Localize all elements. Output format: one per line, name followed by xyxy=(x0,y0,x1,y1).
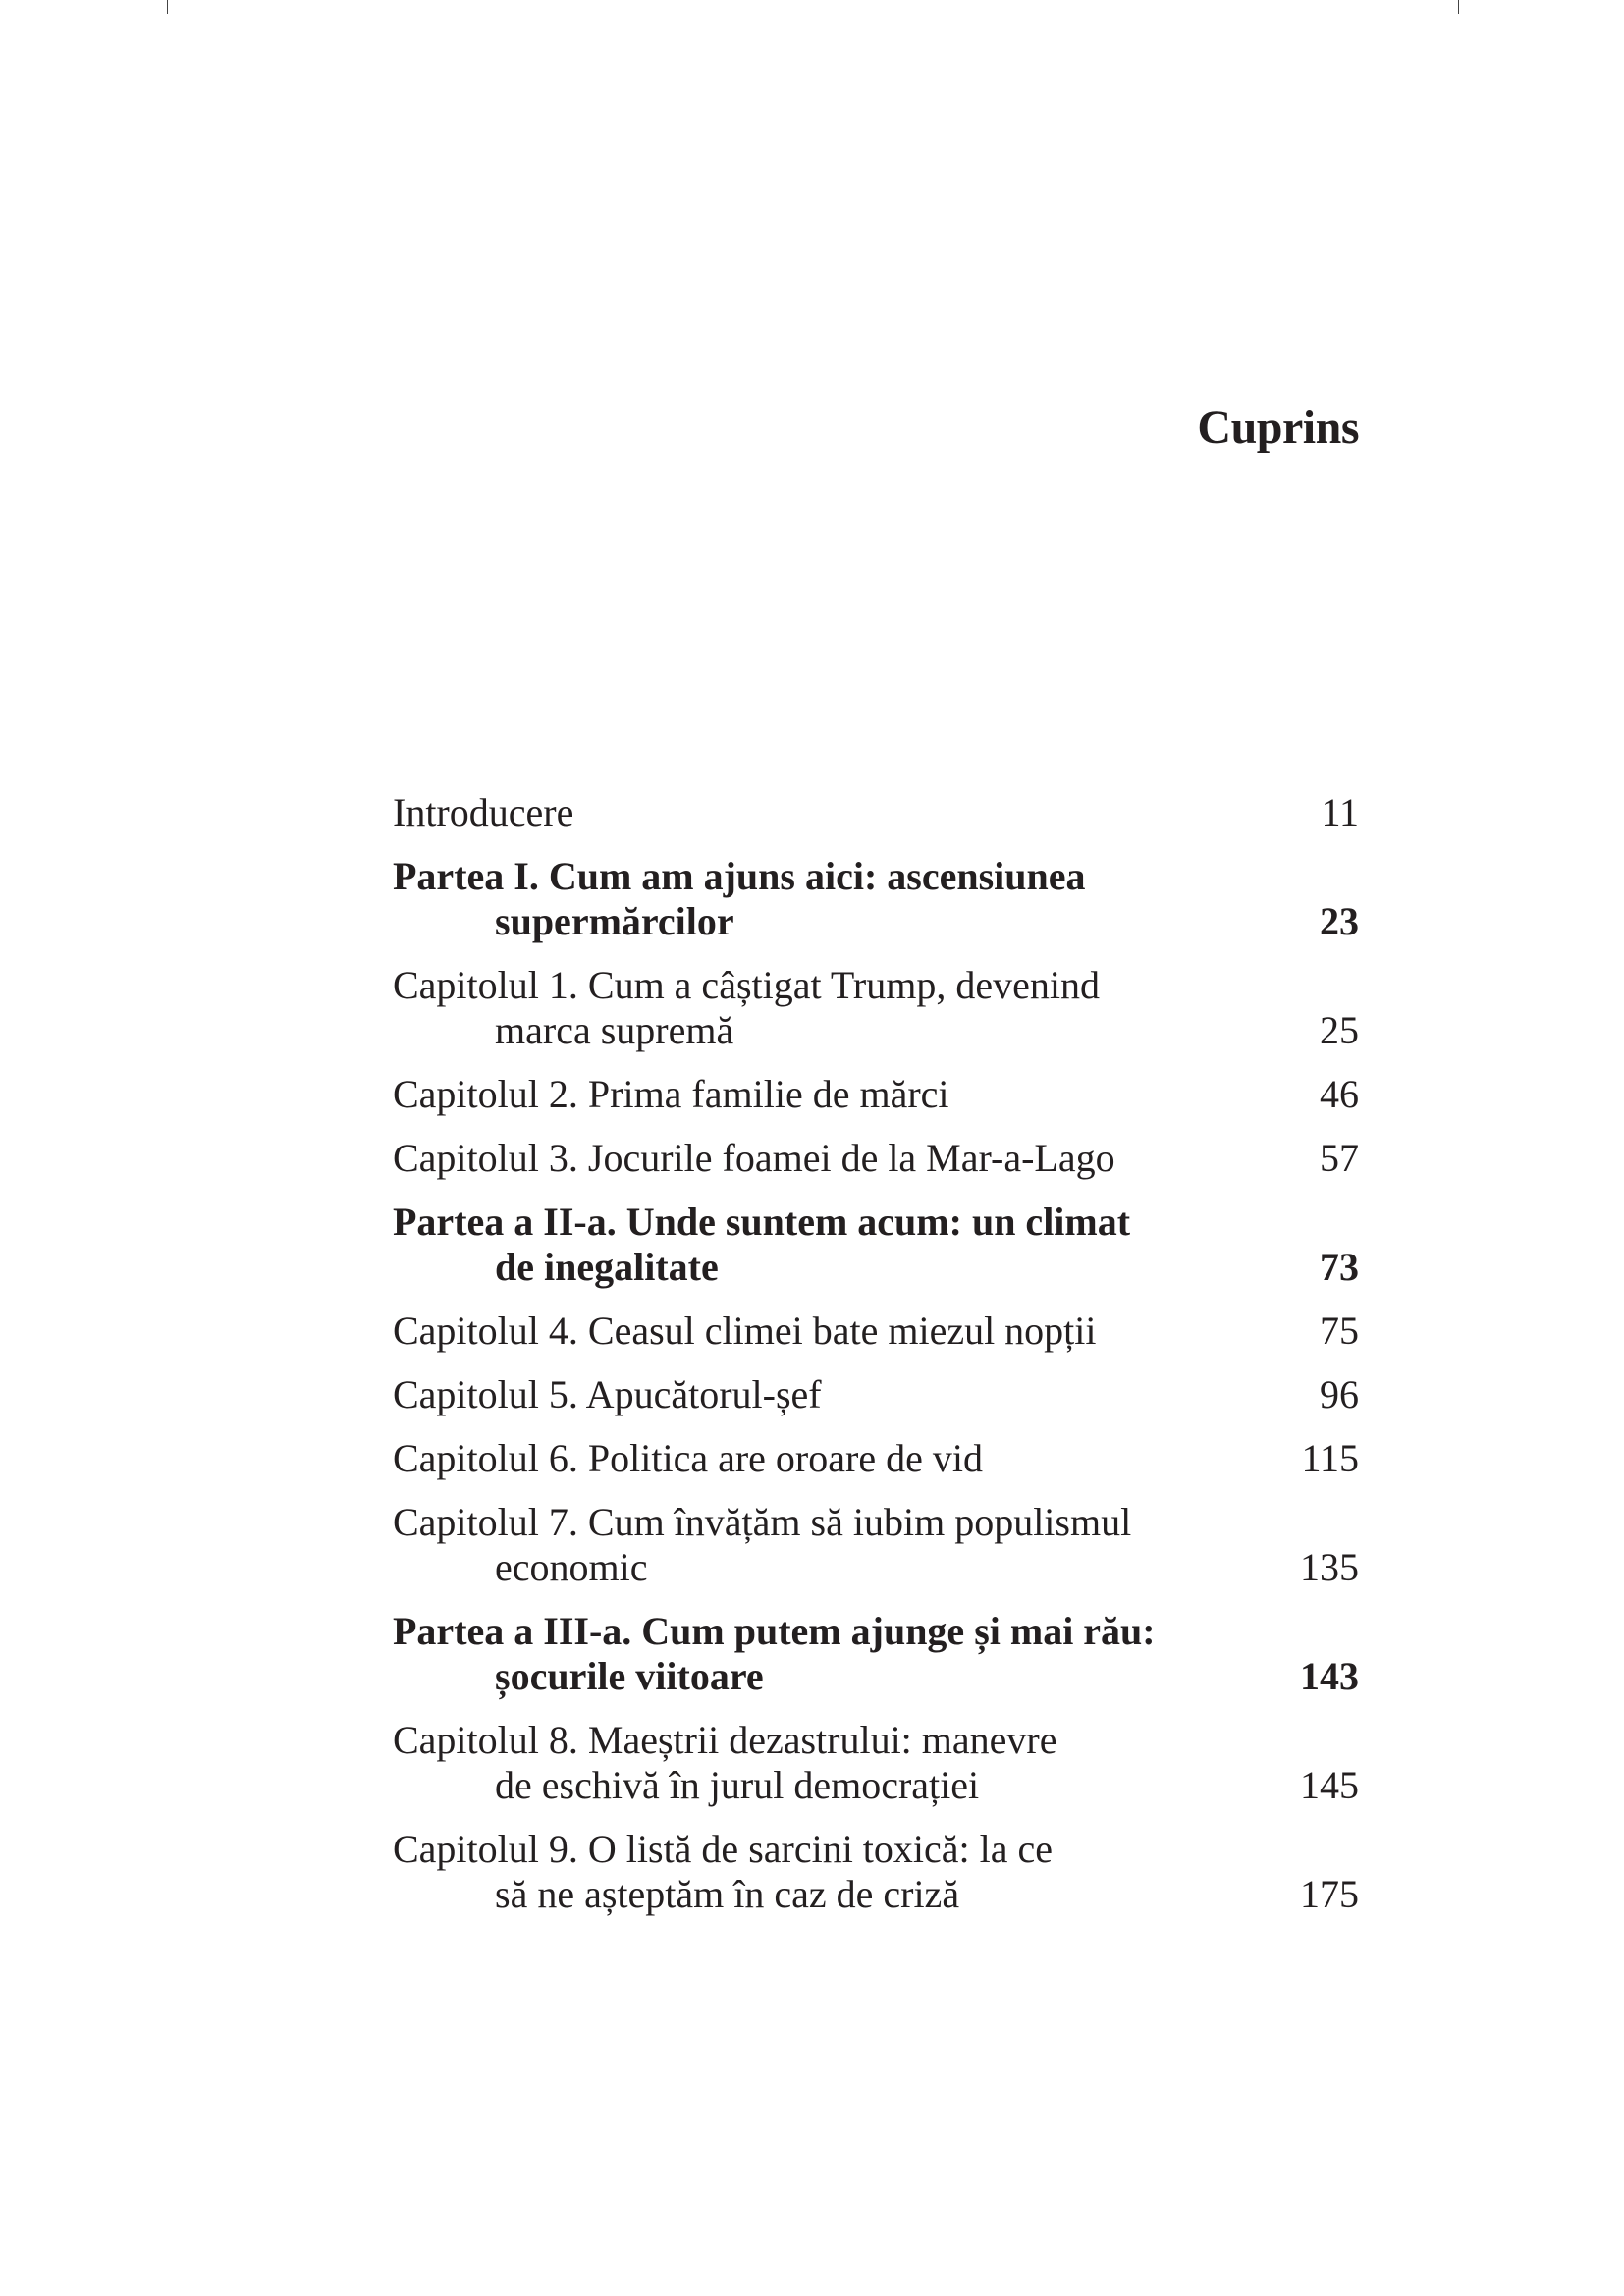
toc-entry-title-continuation: economic xyxy=(495,1545,648,1589)
toc-chapter-entry xyxy=(393,790,1359,835)
toc-page-number: 96 xyxy=(1320,1372,1359,1416)
toc-entry-title-continuation: șocurile viitoare xyxy=(495,1654,764,1698)
toc-page-number: 46 xyxy=(1320,1072,1359,1116)
toc-page-number: 25 xyxy=(1320,1008,1359,1052)
toc-chapter-entry xyxy=(393,1308,1359,1354)
crop-mark-right xyxy=(1458,0,1459,14)
toc-entry-title-continuation: marca supremă xyxy=(495,1008,734,1052)
table-of-contents xyxy=(393,790,1359,1936)
toc-page-number: 73 xyxy=(1320,1245,1359,1289)
toc-page-number: 143 xyxy=(1300,1654,1359,1698)
toc-entry-title: Capitolul 3. Jocurile foamei de la Mar-a-Lago xyxy=(393,1136,1115,1180)
toc-part-entry xyxy=(393,854,1359,944)
toc-entry-title-continuation: de inegalitate xyxy=(495,1245,719,1289)
toc-page-number: 75 xyxy=(1320,1308,1359,1353)
toc-part-entry xyxy=(393,1609,1359,1699)
toc-chapter-entry xyxy=(393,1072,1359,1117)
toc-chapter-entry xyxy=(393,1827,1359,1917)
toc-entry-title-continuation: supermărcilor xyxy=(495,899,734,943)
toc-chapter-entry xyxy=(393,1718,1359,1808)
toc-entry-title-continuation: de eschivă în jurul democrației xyxy=(495,1763,980,1807)
toc-page-number: 115 xyxy=(1301,1436,1359,1480)
toc-page-number: 23 xyxy=(1320,899,1359,943)
toc-chapter-entry xyxy=(393,963,1359,1053)
toc-entry-title: Capitolul 4. Ceasul climei bate miezul nopții xyxy=(393,1308,1097,1353)
toc-page-number: 175 xyxy=(1300,1872,1359,1916)
toc-entry-title: Capitolul 2. Prima familie de mărci xyxy=(393,1072,949,1116)
toc-entry-title: Capitolul 6. Politica are oroare de vid xyxy=(393,1436,983,1480)
toc-entry-title: Introducere xyxy=(393,790,574,834)
crop-mark-left xyxy=(167,0,168,14)
toc-page-number: 57 xyxy=(1320,1136,1359,1180)
toc-entry-title: Partea I. Cum am ajuns aici: ascensiunea xyxy=(393,854,1086,898)
toc-entry-title-continuation: să ne așteptăm în caz de criză xyxy=(495,1872,960,1916)
toc-page-number: 145 xyxy=(1300,1763,1359,1807)
toc-chapter-entry xyxy=(393,1500,1359,1590)
toc-entry-title: Capitolul 7. Cum învățăm să iubim populismul xyxy=(393,1500,1132,1544)
page-title: Cuprins xyxy=(1197,401,1359,454)
toc-entry-title: Partea a II-a. Unde suntem acum: un climat xyxy=(393,1200,1131,1244)
toc-entry-title: Capitolul 9. O listă de sarcini toxică: la ce xyxy=(393,1827,1054,1871)
toc-entry-title: Partea a III-a. Cum putem ajunge și mai rău: xyxy=(393,1609,1156,1653)
toc-entry-title: Capitolul 1. Cum a câștigat Trump, devenind xyxy=(393,963,1100,1007)
toc-page-number: 11 xyxy=(1321,790,1359,834)
toc-chapter-entry xyxy=(393,1372,1359,1417)
toc-chapter-entry xyxy=(393,1136,1359,1181)
toc-chapter-entry xyxy=(393,1436,1359,1481)
toc-part-entry xyxy=(393,1200,1359,1290)
toc-entry-title: Capitolul 5. Apucătorul-șef xyxy=(393,1372,822,1416)
toc-entry-title: Capitolul 8. Maeștrii dezastrului: manevre xyxy=(393,1718,1057,1762)
toc-page-number: 135 xyxy=(1300,1545,1359,1589)
